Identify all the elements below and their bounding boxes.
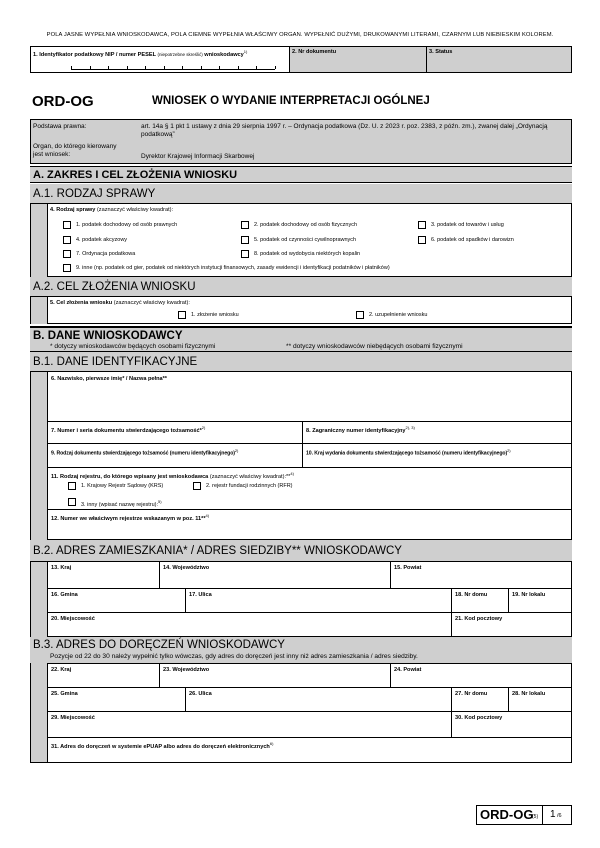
f8-sup: 2), 3) xyxy=(405,425,415,430)
nip-tail: wnioskodawcy xyxy=(202,51,244,58)
field-20[interactable] xyxy=(48,613,452,636)
f21-label: 21. Kod pocztowy xyxy=(455,616,503,622)
f31-label: 31. Adres do doręczeń w systemie ePUAP albo adres do doręczeń elektronicznych xyxy=(51,743,270,750)
f17-label: 17. Ulica xyxy=(189,592,212,598)
section-b1-title: B.1. DANE IDENTYFIKACYJNE xyxy=(30,352,572,372)
option-3[interactable]: 3. podatek od towarów i usług xyxy=(431,222,504,228)
checkbox[interactable] xyxy=(178,311,186,319)
nip-small: (niepotrzebne skreślić) xyxy=(157,51,203,57)
field-8[interactable] xyxy=(303,422,572,444)
basis-label: Podstawa prawna: xyxy=(33,123,87,130)
field-30[interactable] xyxy=(452,712,572,738)
f11-hint: (zaznaczyć właściwy kwadrat):** xyxy=(208,473,291,480)
b2-grid xyxy=(47,562,572,637)
field-26[interactable] xyxy=(186,688,452,712)
purpose-option-2[interactable]: 2. uzupełnienie wniosku xyxy=(369,312,427,318)
f12-label: 12. Numer we właściwym rejestrze wskazanym w poz. 11** xyxy=(51,515,206,522)
f10-sup: 2) xyxy=(507,448,511,453)
basis-text: art. 14a § 1 pkt 1 ustawy z dnia 29 sierpnia 1997 r. – Ordynacja podatkowa (Dz. U. z 2023 r. poz. 2383, z późn. zm.), zwanej dalej „Ordynacją podatkową” xyxy=(141,123,548,138)
b2-gutter xyxy=(30,562,47,637)
checkbox[interactable] xyxy=(241,221,249,229)
nip-tick xyxy=(182,66,183,69)
nip-tick xyxy=(219,66,220,69)
field-13[interactable] xyxy=(48,562,160,589)
b1-gutter xyxy=(30,372,47,540)
field-15[interactable] xyxy=(391,562,572,589)
f23-label: 23. Województwo xyxy=(163,667,210,673)
a2-gutter xyxy=(30,297,47,324)
f15-label: 15. Powiat xyxy=(394,565,422,571)
checkbox[interactable] xyxy=(63,221,71,229)
f31-sup: 6) xyxy=(269,741,274,746)
field-10[interactable] xyxy=(303,444,572,468)
f29-label: 29. Miejscowość xyxy=(51,715,95,721)
section-a-title: A. ZAKRES I CEL ZŁOŻENIA WNIOSKU xyxy=(30,166,572,183)
document-number-field xyxy=(290,47,427,72)
checkbox[interactable] xyxy=(63,236,71,244)
field-24[interactable] xyxy=(391,664,572,688)
form-title: WNIOSEK O WYDANIE INTERPRETACJI OGÓLNEJ xyxy=(152,95,430,107)
field-29[interactable] xyxy=(48,712,452,738)
f30-label: 30. Kod pocztowy xyxy=(455,715,503,721)
f18-label: 18. Nr domu xyxy=(455,592,488,598)
section-a2-title: A.2. CEL ZŁOŻENIA WNIOSKU xyxy=(30,277,572,297)
document-number-label: 2. Nr dokumentu xyxy=(292,49,337,55)
a1-gutter xyxy=(30,204,47,277)
b3-note: Pozycje od 22 do 30 należy wypełnić tylko wówczas, gdy adres do doręczeń jest inny niż adres zamieszkania / adres siedziby. xyxy=(50,653,418,660)
footer-page: 1 xyxy=(550,809,556,820)
option-8[interactable]: 8. podatek od wydobycia niektórych kopalin xyxy=(254,251,360,257)
field-14[interactable] xyxy=(160,562,391,589)
f5-hint: (zaznaczyć właściwy kwadrat): xyxy=(112,300,190,306)
checkbox[interactable] xyxy=(193,482,201,490)
f14-label: 14. Województwo xyxy=(163,565,210,571)
nip-tick xyxy=(145,66,146,69)
field-22[interactable] xyxy=(48,664,160,688)
f9-sup: 2) xyxy=(234,448,239,453)
field-11 xyxy=(48,468,572,510)
f5-label: 5. Cel złożenia wniosku xyxy=(50,300,113,306)
field-7[interactable] xyxy=(48,422,303,444)
section-b-title: B. DANE WNIOSKODAWCY xyxy=(33,330,183,342)
section-a1-title: A.1. RODZAJ SPRAWY xyxy=(30,184,572,204)
section-b3-title: B.3. ADRES DO DORĘCZEŃ WNIOSKODAWCY xyxy=(33,639,285,651)
f19-label: 19. Nr lokalu xyxy=(512,592,546,598)
f7-label: 7. Numer i seria dokumentu stwierdzającego tożsamość* xyxy=(51,427,202,434)
nip-tick xyxy=(71,66,72,69)
option-7[interactable]: 7. Ordynacja podatkowa xyxy=(76,251,135,257)
option-1[interactable]: 1. podatek dochodowy od osób prawnych xyxy=(76,222,177,228)
section-b3-header xyxy=(30,637,572,663)
field-6[interactable] xyxy=(48,372,572,422)
option-5[interactable]: 5. podatek od czynności cywilnoprawnych xyxy=(254,237,356,243)
header-fields xyxy=(30,46,572,73)
nip-tick xyxy=(256,66,257,69)
f8-label: 8. Zagraniczny numer identyfikacyjny xyxy=(306,427,406,434)
nip-sup: 1) xyxy=(243,49,248,54)
register-option-1[interactable]: 1. Krajowy Rejestr Sądowy (KRS) xyxy=(81,483,163,489)
checkbox[interactable] xyxy=(68,482,76,490)
f10-label: 10. Kraj wydania dokumentu stwierdzającego tożsamość (numeru identyfikacyjnego) xyxy=(306,450,508,457)
f28-label: 28. Nr lokalu xyxy=(512,691,546,697)
checkbox[interactable] xyxy=(418,236,426,244)
f27-label: 27. Nr domu xyxy=(455,691,488,697)
field-5-box xyxy=(47,297,572,324)
section-b2-title: B.2. ADRES ZAMIESZKANIA* / ADRES SIEDZIBY** WNIOSKODAWCY xyxy=(30,540,572,562)
checkbox[interactable] xyxy=(63,250,71,258)
checkbox[interactable] xyxy=(241,250,249,258)
purpose-option-1[interactable]: 1. złożenie wniosku xyxy=(191,312,239,318)
f6-label: 6. Nazwisko, pierwsze imię* / Nazwa pełna** xyxy=(51,376,167,382)
f4-hint: (zaznaczyć właściwy kwadrat): xyxy=(95,207,174,213)
checkbox[interactable] xyxy=(63,264,71,272)
field-4-box xyxy=(47,204,572,277)
field-28[interactable] xyxy=(509,688,572,712)
nip-tick xyxy=(201,66,202,69)
nip-tick xyxy=(275,66,276,69)
nip-tick xyxy=(90,66,91,69)
nip-tick xyxy=(238,66,239,69)
nip-label: 1. Identyfikator podatkowy NIP / numer PESEL xyxy=(33,51,156,58)
nip-ticks xyxy=(71,66,275,70)
field-17[interactable] xyxy=(186,589,452,613)
footer-form-id xyxy=(476,805,572,825)
note-legal-persons: ** dotyczy wnioskodawców niebędących osobami fizycznymi xyxy=(286,343,463,350)
option-9[interactable]: 9. inne (np. podatek od gier, podatek od niektórych instytucji finansowych, zasady ewidencji i identyfikacji podatników i płatników) xyxy=(76,265,390,271)
f9-label: 9. Rodzaj dokumentu stwierdzającego tożsamość (numeru identyfikacyjnego) xyxy=(51,450,235,457)
field-23[interactable] xyxy=(160,664,391,688)
status-field xyxy=(427,47,571,72)
f12-sup: 4) xyxy=(205,513,210,518)
nip-tick xyxy=(164,66,165,69)
f24-label: 24. Powiat xyxy=(394,667,422,673)
checkbox[interactable] xyxy=(68,498,76,506)
f7-sup: 2) xyxy=(201,425,206,430)
note-natural-persons: * dotyczy wnioskodawców będących osobami fizycznymi xyxy=(50,343,216,350)
register-option-3[interactable] xyxy=(81,499,162,508)
field-19[interactable] xyxy=(509,589,572,613)
footer-code: ORD-OG xyxy=(480,807,534,822)
f11-sup: 4) xyxy=(290,471,294,476)
field-25[interactable] xyxy=(48,688,186,712)
field-16[interactable] xyxy=(48,589,186,613)
f26-label: 26. Ulica xyxy=(189,691,212,697)
option-2[interactable]: 2. podatek dochodowy od osób fizycznych xyxy=(254,222,357,228)
field-21[interactable] xyxy=(452,613,572,636)
field-18[interactable] xyxy=(452,589,509,613)
option-6[interactable]: 6. podatek od spadków i darowizn xyxy=(431,237,514,243)
checkbox[interactable] xyxy=(241,236,249,244)
f25-label: 25. Gmina xyxy=(51,691,78,697)
nip-field[interactable] xyxy=(31,47,290,72)
field-27[interactable] xyxy=(452,688,509,712)
organ-text: Dyrektor Krajowej Informacji Skarbowej xyxy=(141,153,255,160)
b3-grid xyxy=(47,663,572,763)
f13-label: 13. Kraj xyxy=(51,565,72,571)
checkbox[interactable] xyxy=(418,221,426,229)
b3-gutter xyxy=(30,663,47,763)
field-12[interactable] xyxy=(48,510,572,539)
status-label: 3. Status xyxy=(429,49,453,55)
register-option-3-label: 3. inny (wpisać nazwę rejestru): xyxy=(81,501,159,508)
f16-label: 16. Gmina xyxy=(51,592,78,598)
form-code: ORD-OG xyxy=(32,93,94,110)
footer-total: /6 xyxy=(557,813,562,819)
register-option-2[interactable]: 2. rejestr fundacji rodzinnych (RFR) xyxy=(206,483,293,489)
f11-label: 11. Rodzaj rejestru, do którego wpisany jest wnioskodawca xyxy=(51,473,209,480)
nip-tick xyxy=(108,66,109,69)
f22-label: 22. Kraj xyxy=(51,667,72,673)
footer-version: (5) xyxy=(532,814,539,820)
f4-label: 4. Rodzaj sprawy xyxy=(50,207,96,213)
checkbox[interactable] xyxy=(356,311,364,319)
register-option-3-sup: 5) xyxy=(158,499,162,504)
field-9[interactable] xyxy=(48,444,303,468)
legal-basis-block xyxy=(30,119,572,164)
option-4[interactable]: 4. podatek akcyzowy xyxy=(76,237,127,243)
instruction-note: POLA JASNE WYPEŁNIA WNIOSKODAWCA, POLA CIEMNE WYPEŁNIA WŁAŚCIWY ORGAN. WYPEŁNIĆ DUŻYMI, DRUKOWANYMI LITERAMI, CZARNYM LUB NIEBIESKIM KOLOREM. xyxy=(46,32,554,38)
footer-code-box xyxy=(477,806,543,824)
section-b-header xyxy=(30,326,572,352)
field-31[interactable] xyxy=(48,738,572,763)
organ-label: Organ, do którego kierowany jest wniosek: xyxy=(33,143,117,158)
f20-label: 20. Miejscowość xyxy=(51,616,95,622)
nip-tick xyxy=(127,66,128,69)
b1-grid xyxy=(47,372,572,540)
